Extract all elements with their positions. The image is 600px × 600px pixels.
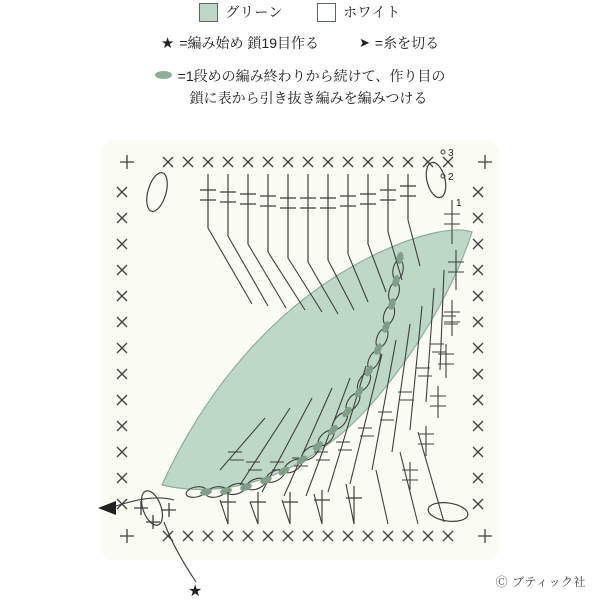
legend-cut-label: =糸を切る	[374, 35, 440, 51]
stitch-chart-svg	[100, 140, 500, 600]
oval-icon	[155, 71, 172, 79]
legend-symbols	[0, 30, 600, 56]
top-treble-stitches	[200, 174, 416, 262]
legend-note	[0, 66, 600, 109]
legend-note-line2: 鎖に表から引き抜き編みを編みつける	[189, 89, 428, 106]
top-x-row	[163, 157, 453, 167]
bottom-x-row	[163, 531, 453, 541]
legend-swatch-green	[199, 2, 283, 22]
triangle-icon: ➤	[359, 34, 370, 50]
legend-note-line1: =1段めの編み終わりから続けて、作り目の	[177, 68, 446, 84]
left-x-column	[117, 187, 127, 509]
star-icon: ★	[160, 34, 175, 52]
row-label-3: 3	[448, 148, 454, 159]
legend-colors	[0, 0, 600, 24]
row-label-1: 1	[456, 198, 462, 209]
row-number-labels	[441, 148, 462, 209]
row-label-2: 2	[448, 172, 454, 183]
legend-start-symbol	[161, 33, 319, 53]
stitch-chart-board	[100, 140, 500, 600]
right-x-column	[473, 187, 483, 509]
white-swatch-icon	[317, 3, 336, 22]
legend-label-white: ホワイト	[343, 4, 401, 20]
legend-start-label: =編み始め 鎖19目作る	[179, 35, 319, 51]
copyright-credit: Ⓒ ブティック社	[495, 575, 586, 589]
legend-cut-symbol	[359, 33, 439, 53]
legend-swatch-white	[317, 2, 401, 22]
start-star-icon: ★	[188, 583, 203, 600]
green-swatch-icon	[199, 3, 218, 22]
legend-label-green: グリーン	[225, 4, 284, 20]
